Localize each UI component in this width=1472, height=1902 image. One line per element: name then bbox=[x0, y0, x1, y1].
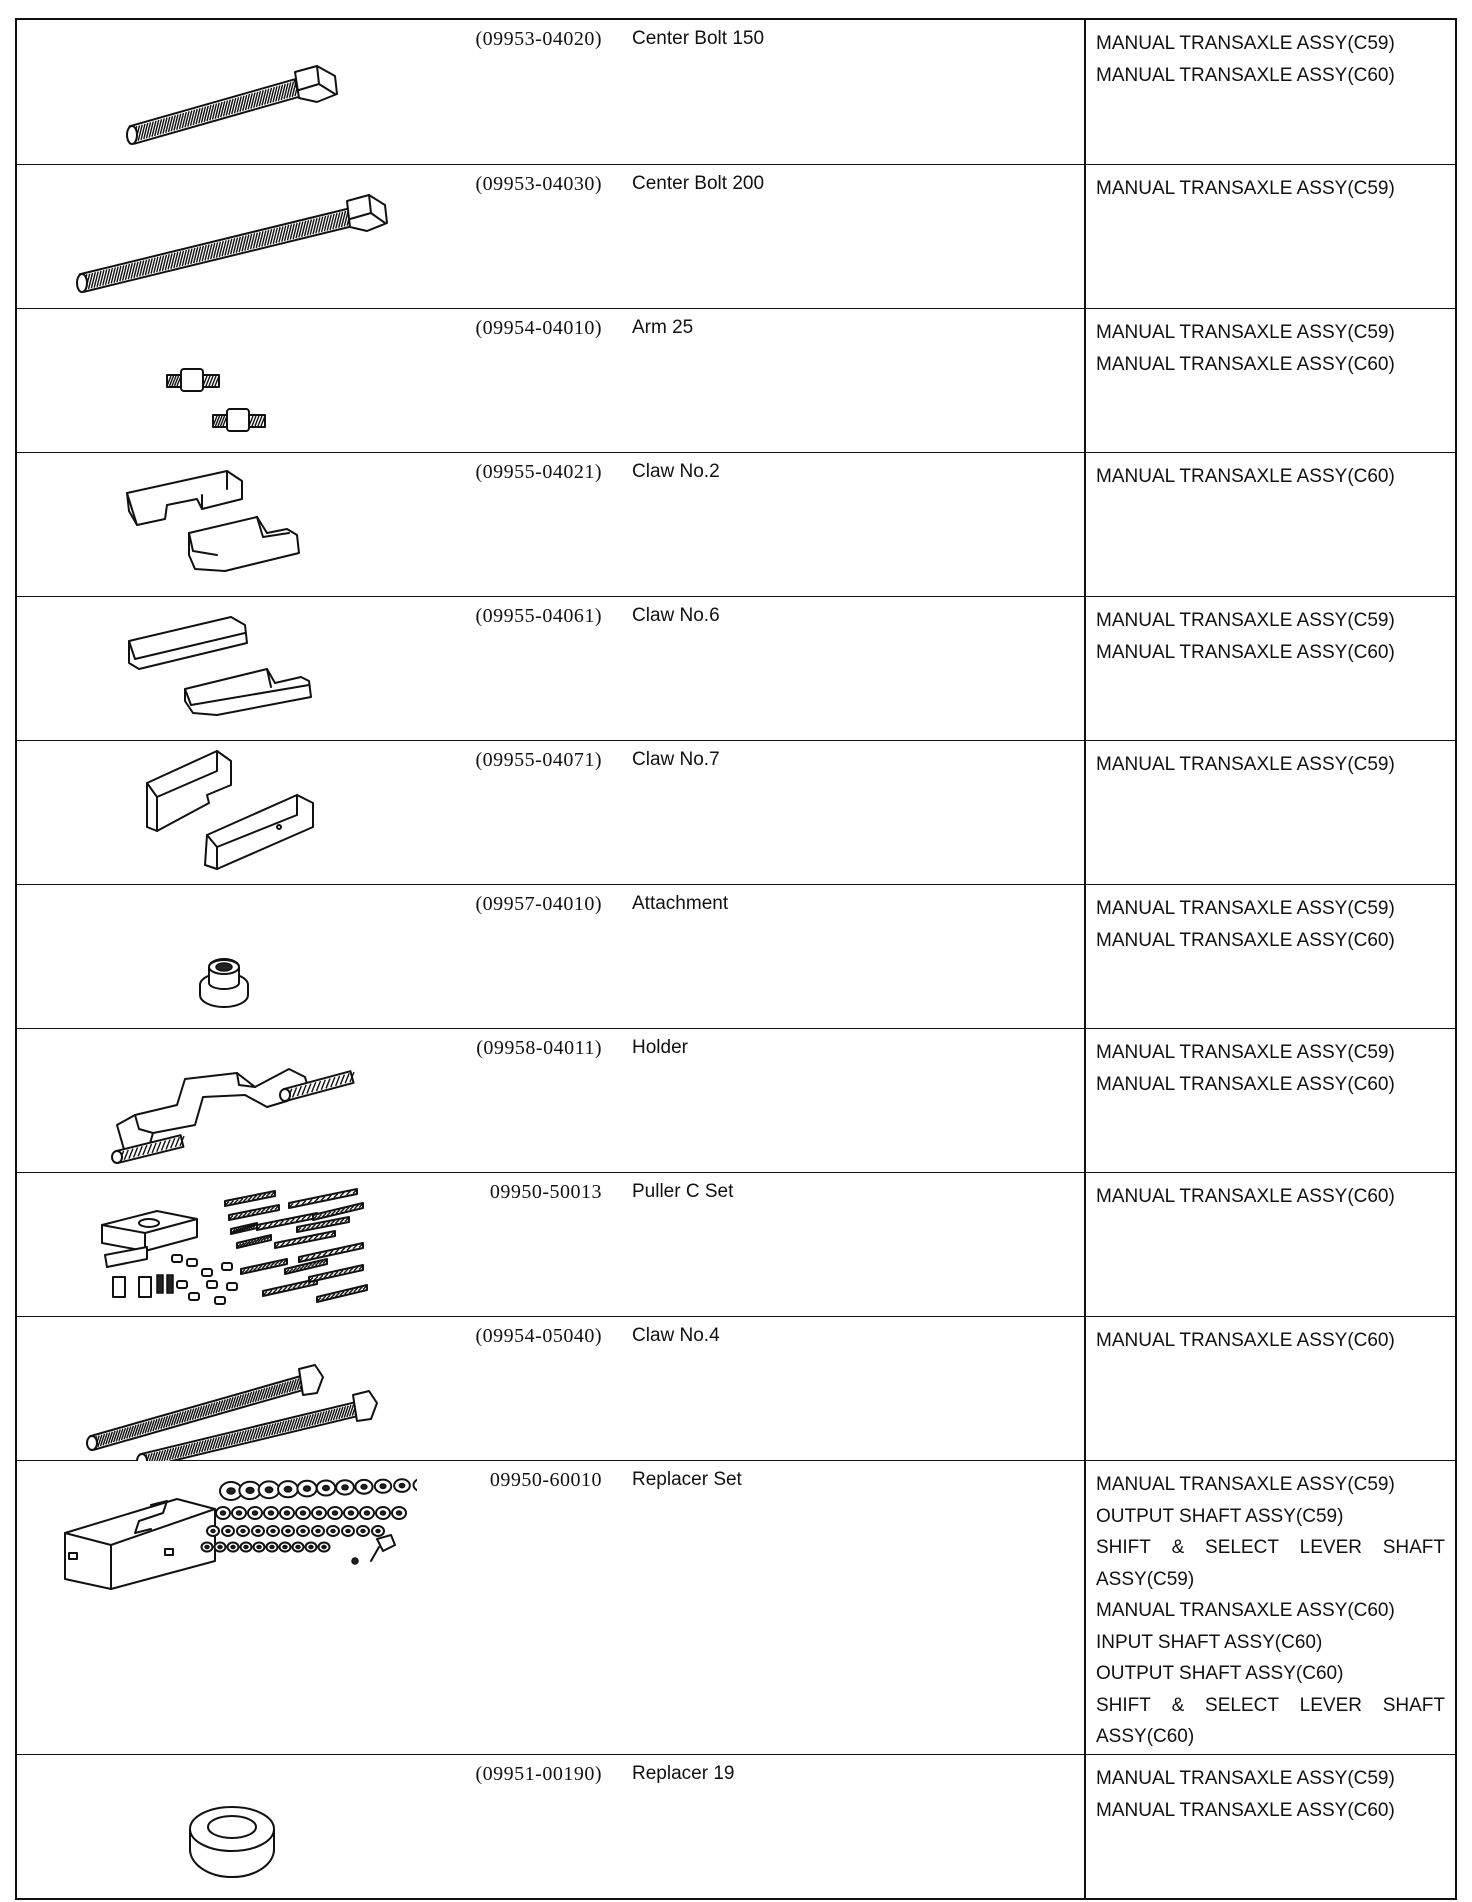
table-row bbox=[17, 1172, 1455, 1316]
tool-illustration-cell bbox=[17, 597, 417, 740]
part-number-cell bbox=[417, 1317, 614, 1460]
part-number-cell bbox=[417, 1173, 614, 1316]
part-number-cell bbox=[417, 20, 614, 164]
usage-cell bbox=[1084, 1461, 1455, 1754]
table-row bbox=[17, 740, 1455, 884]
part-number: (09955-04021) bbox=[475, 461, 602, 483]
usage-line: MANUAL TRANSAXLE ASSY(C59) bbox=[1096, 322, 1395, 343]
replacer-set-illustration bbox=[17, 1461, 417, 1755]
replacer-19-illustration bbox=[17, 1755, 417, 1899]
table-row bbox=[17, 1460, 1455, 1754]
part-number: (09953-04020) bbox=[475, 28, 602, 50]
part-number: (09954-04010) bbox=[475, 317, 602, 339]
table-row bbox=[17, 1028, 1455, 1172]
usage-line: OUTPUT SHAFT ASSY(C60) bbox=[1096, 1663, 1344, 1684]
usage-line: MANUAL TRANSAXLE ASSY(C60) bbox=[1096, 466, 1395, 487]
special-service-tools-table bbox=[15, 18, 1457, 1900]
part-number-cell bbox=[417, 885, 614, 1028]
part-number-cell bbox=[417, 741, 614, 884]
usage-line: MANUAL TRANSAXLE ASSY(C60) bbox=[1096, 1186, 1395, 1207]
part-number: (09954-05040) bbox=[475, 1325, 602, 1347]
tool-name: Replacer 19 bbox=[632, 1763, 735, 1784]
tool-name: Center Bolt 200 bbox=[632, 173, 765, 194]
part-number-cell bbox=[417, 309, 614, 452]
tool-name: Center Bolt 150 bbox=[632, 28, 765, 49]
tool-illustration-cell bbox=[17, 453, 417, 596]
part-number: (09955-04071) bbox=[475, 749, 602, 771]
tool-name: Claw No.6 bbox=[632, 605, 720, 626]
arm-25-illustration bbox=[17, 309, 417, 453]
holder-illustration bbox=[17, 1029, 417, 1173]
part-number-cell bbox=[417, 1755, 614, 1898]
usage-cell bbox=[1084, 453, 1455, 596]
tool-name: Claw No.4 bbox=[632, 1325, 720, 1346]
part-number-cell bbox=[417, 597, 614, 740]
usage-line: MANUAL TRANSAXLE ASSY(C60) bbox=[1096, 1073, 1395, 1095]
part-number-cell bbox=[417, 453, 614, 596]
usage-line: MANUAL TRANSAXLE ASSY(C59) bbox=[1096, 1474, 1395, 1495]
center-bolt-150-illustration bbox=[17, 20, 417, 164]
usage-cell bbox=[1084, 885, 1455, 1028]
table-row bbox=[17, 308, 1455, 452]
tool-name: Replacer Set bbox=[632, 1469, 742, 1490]
table-row bbox=[17, 1754, 1455, 1898]
usage-cell bbox=[1084, 741, 1455, 884]
usage-line: MANUAL TRANSAXLE ASSY(C59) bbox=[1096, 1042, 1395, 1063]
usage-line: OUTPUT SHAFT ASSY(C59) bbox=[1096, 1505, 1344, 1527]
part-number-cell bbox=[417, 165, 614, 308]
usage-line: MANUAL TRANSAXLE ASSY(C59) bbox=[1096, 610, 1395, 631]
usage-line: MANUAL TRANSAXLE ASSY(C60) bbox=[1096, 1600, 1395, 1621]
tool-illustration-cell bbox=[17, 1029, 417, 1172]
tool-illustration-cell bbox=[17, 309, 417, 452]
usage-line: MANUAL TRANSAXLE ASSY(C60) bbox=[1096, 1799, 1395, 1821]
part-number: 09950-60010 bbox=[489, 1469, 602, 1491]
puller-c-set-illustration bbox=[17, 1173, 417, 1317]
part-number: (09958-04011) bbox=[476, 1037, 602, 1059]
usage-line: ASSY(C60) bbox=[1096, 1726, 1195, 1747]
usage-cell bbox=[1084, 165, 1455, 308]
table-row bbox=[17, 452, 1455, 596]
usage-cell bbox=[1084, 1029, 1455, 1172]
table-row bbox=[17, 164, 1455, 308]
tool-illustration-cell bbox=[17, 1317, 417, 1460]
usage-cell bbox=[1084, 1317, 1455, 1460]
usage-line: MANUAL TRANSAXLE ASSY(C60) bbox=[1096, 64, 1395, 86]
claw-no2-illustration bbox=[17, 453, 417, 597]
tool-name: Puller C Set bbox=[632, 1181, 734, 1202]
claw-no4-illustration bbox=[17, 1317, 417, 1461]
usage-cell bbox=[1084, 20, 1455, 164]
usage-line: INPUT SHAFT ASSY(C60) bbox=[1096, 1631, 1323, 1653]
part-number: (09957-04010) bbox=[475, 893, 602, 915]
usage-line: SHIFT & SELECT LEVER SHAFT bbox=[1096, 1694, 1445, 1716]
usage-line: MANUAL TRANSAXLE ASSY(C59) bbox=[1096, 178, 1395, 199]
tool-name: Claw No.2 bbox=[632, 461, 720, 482]
usage-line: MANUAL TRANSAXLE ASSY(C60) bbox=[1096, 353, 1395, 375]
tool-illustration-cell bbox=[17, 1461, 417, 1754]
part-number: 09950-50013 bbox=[489, 1181, 602, 1203]
tool-illustration-cell bbox=[17, 741, 417, 884]
center-bolt-200-illustration bbox=[17, 165, 417, 309]
tool-illustration-cell bbox=[17, 165, 417, 308]
part-number-cell bbox=[417, 1461, 614, 1754]
part-number: (09955-04061) bbox=[475, 605, 602, 627]
tool-name: Attachment bbox=[632, 893, 729, 914]
usage-line: MANUAL TRANSAXLE ASSY(C59) bbox=[1096, 754, 1395, 775]
part-number: (09951-00190) bbox=[475, 1763, 602, 1785]
usage-line: MANUAL TRANSAXLE ASSY(C60) bbox=[1096, 929, 1395, 951]
tool-illustration-cell bbox=[17, 1755, 417, 1898]
claw-no6-illustration bbox=[17, 597, 417, 741]
tool-name: Arm 25 bbox=[632, 317, 694, 338]
claw-no7-illustration bbox=[17, 741, 417, 885]
part-number-cell bbox=[417, 1029, 614, 1172]
tool-name: Holder bbox=[632, 1037, 688, 1058]
tool-name: Claw No.7 bbox=[632, 749, 720, 770]
usage-line: MANUAL TRANSAXLE ASSY(C59) bbox=[1096, 898, 1395, 919]
usage-cell bbox=[1084, 597, 1455, 740]
tool-illustration-cell bbox=[17, 885, 417, 1028]
usage-line: MANUAL TRANSAXLE ASSY(C60) bbox=[1096, 1330, 1395, 1351]
table-row bbox=[17, 884, 1455, 1028]
table-row bbox=[17, 596, 1455, 740]
usage-cell bbox=[1084, 309, 1455, 452]
tool-illustration-cell bbox=[17, 1173, 417, 1316]
usage-line: MANUAL TRANSAXLE ASSY(C59) bbox=[1096, 1768, 1395, 1789]
usage-line: MANUAL TRANSAXLE ASSY(C59) bbox=[1096, 33, 1395, 54]
table-row bbox=[17, 20, 1455, 164]
usage-cell bbox=[1084, 1755, 1455, 1898]
tool-illustration-cell bbox=[17, 20, 417, 164]
usage-line: SHIFT & SELECT LEVER SHAFT bbox=[1096, 1537, 1445, 1558]
table-row bbox=[17, 1316, 1455, 1460]
usage-line: ASSY(C59) bbox=[1096, 1568, 1195, 1590]
part-number: (09953-04030) bbox=[475, 173, 602, 195]
usage-line: MANUAL TRANSAXLE ASSY(C60) bbox=[1096, 641, 1395, 663]
usage-cell bbox=[1084, 1173, 1455, 1316]
attachment-illustration bbox=[17, 885, 417, 1029]
